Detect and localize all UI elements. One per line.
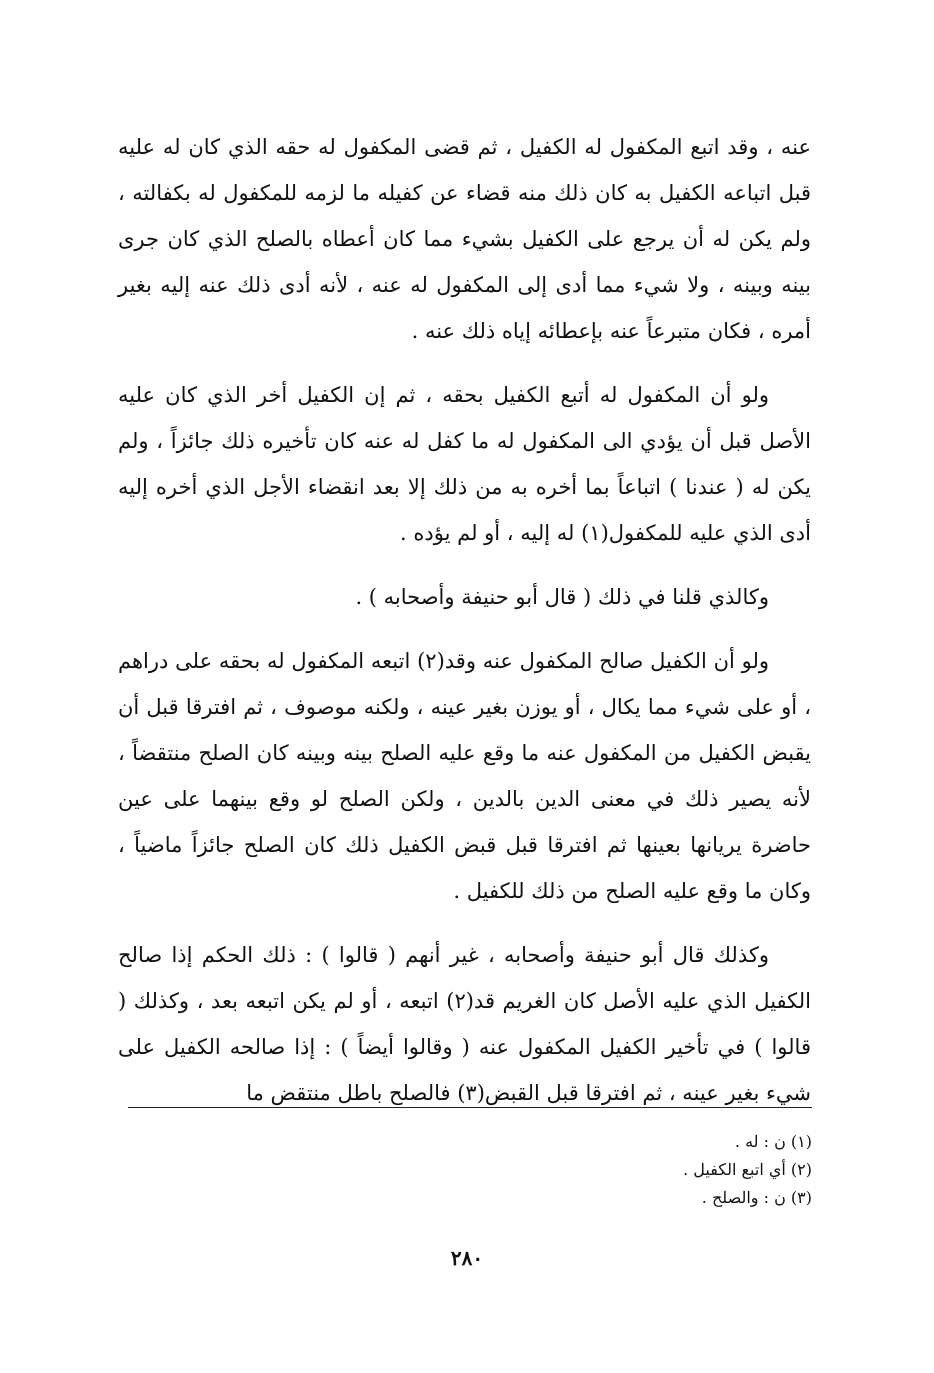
paragraph-5: وكذلك قال أبو حنيفة وأصحابه ، غير أنهم ( قالوا ) : ذلك الحكم إذا صالح الكفيل الذي عليه الأصل كان الغريم قد(٢) اتبعه ، أو لم يكن اتبعه بعد ، وكذلك ( قالوا ) في تأخير الكفيل المكفول عنه ( وقالوا أيضاً ) : إذا صالحه الكفيل على شيء بغير عينه ، ثم افترقا قبل القبض(٣) فالصلح باطل منتقض ما <box>118 943 811 1105</box>
main-text <box>118 124 811 1116</box>
paragraph-4: ولو أن الكفيل صالح المكفول عنه وقد(٢) اتبعه المكفول له بحقه على دراهم ، أو على شيء مما يكال ، أو يوزن بغير عينه ، ولكنه موصوف ، ثم افترقا قبل أن يقبض الكفيل من المكفول عنه ما وقع عليه الصلح بينه وبينه كان الصلح منتقضاً ، لأنه يصير ذلك في معنى الدين بالدين ، ولكن الصلح لو وقع بينهما على عين حاضرة يريانها بعينها ثم افترقا قبل قبض الكفيل ذلك كان الصلح جائزاً ماضياً ، وكان ما وقع عليه الصلح من ذلك للكفيل . <box>118 649 811 903</box>
page-number: ٢٨٠ <box>450 1246 484 1270</box>
footnote-1: (١) ن : له . <box>734 1132 812 1151</box>
footnotes <box>122 1128 812 1212</box>
paragraph-1: عنه ، وقد اتبع المكفول له الكفيل ، ثم قضى المكفول له حقه الذي كان له عليه قبل اتباعه الكفيل به كان ذلك منه قضاء عن كفيله ما لزمه للمكفول له بكفالته ، ولم يكن له أن يرجع على الكفيل بشيء مما كان أعطاه بالصلح الذي كان جرى بينه وبينه ، ولا شيء مما أدى إلى المكفول له عنه ، لأنه أدى ذلك عنه إليه بغير أمره ، فكان متبرعاً عنه بإعطائه إياه ذلك عنه . <box>118 135 811 343</box>
footnote-2: (٢) أي اتبع الكفيل . <box>683 1160 812 1179</box>
footnote-3: (٣) ن : والصلح . <box>701 1188 812 1207</box>
paragraph-2: ولو أن المكفول له أتبع الكفيل بحقه ، ثم إن الكفيل أخر الذي كان عليه الأصل قبل أن يؤدي الى المكفول له ما كفل له عنه كان تأخيره ذلك جائزاً ، ولم يكن له ( عندنا ) اتباعاً بما أخره به من ذلك إلا بعد انقضاء الأجل الذي أخره إليه أدى الذي عليه للمكفول(١) له إليه ، أو لم يؤده . <box>118 383 811 545</box>
footnote-divider <box>128 1107 812 1108</box>
paragraph-3: وكالذي قلنا في ذلك ( قال أبو حنيفة وأصحابه ) . <box>355 585 769 609</box>
